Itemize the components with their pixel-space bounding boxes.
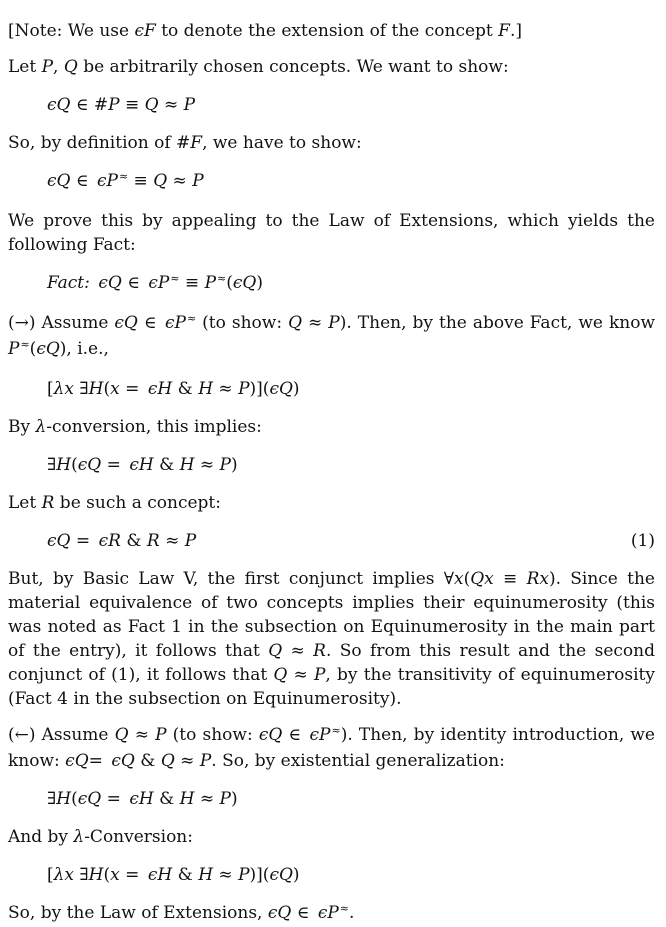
math-variable: ϵH bbox=[147, 865, 173, 885]
text-run: ) bbox=[292, 865, 300, 885]
math-variable: ϵQ bbox=[47, 531, 71, 551]
text-run: ≈ bbox=[287, 665, 314, 685]
text-run: ) bbox=[256, 273, 263, 293]
text-run: Let bbox=[8, 493, 42, 513]
text-run: ( bbox=[226, 273, 233, 293]
math-variable: H bbox=[198, 865, 214, 885]
math-variable: ϵP bbox=[148, 273, 170, 293]
text-run: ∈ bbox=[121, 273, 149, 293]
text-run: = bbox=[101, 789, 130, 809]
forward-direction-paragraph bbox=[8, 311, 655, 363]
math-variable: H bbox=[179, 455, 195, 475]
text-run: ≈ bbox=[194, 789, 220, 809]
math-variable: λ bbox=[73, 827, 85, 847]
math-variable: ϵH bbox=[129, 455, 154, 475]
superscript-symbol: ≈ bbox=[339, 902, 350, 915]
text-run: -conversion, this implies: bbox=[46, 417, 262, 437]
text-run: By bbox=[8, 417, 36, 437]
math-variable: P bbox=[8, 339, 20, 359]
math-variable: R bbox=[146, 531, 160, 551]
paragraph-text bbox=[8, 417, 262, 437]
lambda-conversion-paragraph-2 bbox=[8, 825, 655, 849]
lambda-predication-equation bbox=[47, 376, 655, 402]
text-run: ≈ bbox=[282, 641, 314, 661]
text-run: = bbox=[119, 379, 148, 399]
math-variable: ϵP bbox=[96, 171, 118, 191]
text-run: to denote the extension of the concept bbox=[155, 21, 499, 41]
text-run: ≈ bbox=[128, 725, 156, 745]
text-run: ≡ bbox=[493, 569, 527, 589]
text-run: ∈ bbox=[291, 903, 318, 923]
math-variable: x bbox=[454, 569, 464, 589]
math-variable: P bbox=[183, 95, 196, 115]
paragraph-text bbox=[8, 827, 193, 847]
math-variable: ϵP bbox=[317, 903, 339, 923]
math-variable: H bbox=[179, 789, 195, 809]
math-variable: ϵQ bbox=[36, 339, 60, 359]
text-run: & bbox=[153, 789, 180, 809]
unfolded-goal-equation bbox=[47, 168, 655, 196]
paragraph-text bbox=[8, 211, 655, 255]
text-run: . So, by existential generalization: bbox=[211, 751, 505, 771]
text-run: ≈ bbox=[167, 171, 193, 191]
text-run: So, by definition of # bbox=[8, 133, 191, 153]
paragraph-text bbox=[8, 21, 522, 41]
math-variable: ϵF bbox=[134, 21, 156, 41]
formula-text bbox=[47, 452, 238, 478]
text-run: = bbox=[88, 751, 112, 771]
math-variable: ϵH bbox=[129, 789, 154, 809]
math-variable: ϵQ bbox=[269, 379, 293, 399]
math-variable: P bbox=[155, 725, 167, 745]
math-variable: Q bbox=[153, 171, 168, 191]
text-run: [ bbox=[47, 379, 54, 399]
goal-equation bbox=[47, 92, 655, 118]
text-run: ( bbox=[463, 569, 471, 589]
math-variable: Rx bbox=[526, 569, 549, 589]
math-variable: ϵQ bbox=[269, 865, 293, 885]
text-run: And by bbox=[8, 827, 74, 847]
text-run: = bbox=[70, 531, 99, 551]
text-run: ( bbox=[103, 379, 111, 399]
text-run: ( bbox=[71, 455, 78, 475]
paragraph-text bbox=[8, 313, 655, 359]
math-variable: λ bbox=[35, 417, 47, 437]
text-run: ) bbox=[292, 379, 300, 399]
text-run: & bbox=[153, 455, 180, 475]
math-variable: ϵQ bbox=[47, 95, 71, 115]
text-run: ). Then, by identity introduction, we know: bbox=[8, 725, 655, 771]
text-run: (←) Assume bbox=[8, 725, 115, 745]
text-run: ≈ bbox=[213, 865, 239, 885]
math-variable: P bbox=[313, 665, 326, 685]
math-variable: P bbox=[108, 95, 120, 115]
text-run: (to show: bbox=[196, 313, 289, 333]
text-run: . So from this result and the second conjunct of (1), it follows that bbox=[8, 641, 655, 685]
superscript-symbol: ≈ bbox=[170, 272, 180, 285]
math-variable: P bbox=[219, 789, 231, 809]
text-run: ≈ bbox=[159, 531, 185, 551]
formula-text bbox=[47, 270, 263, 298]
math-variable: ϵP bbox=[309, 725, 331, 745]
math-variable: Q bbox=[114, 725, 129, 745]
superscript-symbol: ≈ bbox=[20, 338, 30, 351]
text-run: , bbox=[53, 57, 64, 77]
text-run: be such a concept: bbox=[54, 493, 221, 513]
text-run: ( bbox=[29, 339, 37, 359]
existential-equation-2 bbox=[47, 786, 655, 812]
text-run: )]( bbox=[249, 865, 270, 885]
math-variable: P bbox=[192, 171, 204, 191]
text-run: [ bbox=[47, 865, 54, 885]
text-run: ∃ bbox=[74, 379, 89, 399]
math-variable: ϵP bbox=[164, 313, 186, 333]
math-variable: ϵQ bbox=[47, 171, 71, 191]
text-run: [Note: We use bbox=[8, 21, 135, 41]
lambda-conversion-paragraph bbox=[8, 415, 655, 439]
fact-equation bbox=[47, 270, 655, 298]
superscript-symbol: ≈ bbox=[118, 170, 129, 183]
math-variable: R bbox=[41, 493, 55, 513]
math-variable: ϵQ bbox=[77, 789, 102, 809]
text-run: .] bbox=[509, 21, 522, 41]
math-variable: H bbox=[56, 455, 72, 475]
text-run: ). Then, by the above Fact, we know bbox=[339, 313, 655, 333]
formula-text bbox=[47, 786, 238, 812]
math-variable: ϵQ bbox=[267, 903, 292, 923]
math-variable: R bbox=[313, 641, 326, 661]
text-run: )]( bbox=[249, 379, 270, 399]
math-variable: λx bbox=[53, 379, 75, 399]
math-variable: λx bbox=[53, 865, 75, 885]
text-run: & bbox=[120, 531, 147, 551]
text-run: = bbox=[119, 865, 148, 885]
text-run: ) bbox=[230, 789, 238, 809]
math-variable: P bbox=[219, 455, 231, 475]
math-variable: Q bbox=[160, 751, 175, 771]
text-run: (→) Assume bbox=[8, 313, 115, 333]
text-run: ∈ # bbox=[70, 95, 109, 115]
equation-number: (1) bbox=[630, 531, 655, 551]
math-variable: F bbox=[498, 21, 510, 41]
note-paragraph bbox=[8, 19, 655, 43]
text-run: , we have to show: bbox=[202, 133, 362, 153]
math-variable: F bbox=[190, 133, 203, 153]
math-variable: P bbox=[184, 531, 197, 551]
paragraph-text bbox=[8, 903, 354, 923]
text-run: ∃ bbox=[47, 789, 57, 809]
text-run: , by the transitivity of equinumerosity (Fact 4 in the subsection on Equinumerosity). bbox=[8, 665, 655, 709]
superscript-symbol: ≈ bbox=[217, 272, 227, 285]
text-run: ≡ bbox=[128, 171, 154, 191]
text-run: & bbox=[172, 865, 199, 885]
paragraph-text bbox=[8, 569, 655, 709]
formula-text bbox=[47, 862, 300, 888]
math-variable: H bbox=[88, 379, 104, 399]
text-run: Let bbox=[8, 57, 42, 77]
text-run: ∈ bbox=[70, 171, 97, 191]
text-run: ∃ bbox=[74, 865, 89, 885]
law-of-extensions-paragraph bbox=[8, 209, 655, 257]
math-variable: Qx bbox=[470, 569, 494, 589]
text-run: & bbox=[134, 751, 161, 771]
text-run: ). Since the material equivalence of two concepts implies their equinumerosity (this was noted as Fact 1 in the subsection on Equinumerosity in the main part of the entry), it follows that bbox=[8, 569, 655, 661]
text-run: ), i.e., bbox=[59, 339, 109, 359]
math-variable: Q bbox=[273, 665, 288, 685]
text-run: ≈ bbox=[194, 455, 220, 475]
paragraph-text bbox=[8, 493, 221, 513]
formula-text bbox=[47, 528, 196, 554]
text-run: ∈ bbox=[137, 313, 165, 333]
witness-paragraph bbox=[8, 491, 655, 515]
conclusion-paragraph bbox=[8, 901, 655, 927]
math-variable: ϵQ bbox=[232, 273, 257, 293]
text-run: -Conversion: bbox=[84, 827, 193, 847]
formula-text bbox=[47, 92, 195, 118]
math-variable: P bbox=[199, 751, 212, 771]
math-variable: H bbox=[198, 379, 214, 399]
math-variable: ϵH bbox=[147, 379, 173, 399]
lambda-predication-equation-2 bbox=[47, 862, 655, 888]
math-variable: ϵQ bbox=[114, 313, 138, 333]
numbered-equation bbox=[47, 528, 655, 554]
text-run: So, by the Law of Extensions, bbox=[8, 903, 268, 923]
backward-direction-paragraph bbox=[8, 723, 655, 773]
text-run: ∃ bbox=[47, 455, 57, 475]
math-variable: Q bbox=[63, 57, 78, 77]
math-variable: Fact: bbox=[47, 273, 90, 293]
math-variable: Q bbox=[268, 641, 283, 661]
math-variable: ϵQ bbox=[98, 273, 122, 293]
paragraph-text bbox=[8, 57, 509, 77]
formula-text bbox=[47, 168, 204, 196]
text-run: = bbox=[101, 455, 130, 475]
math-variable: ϵQ bbox=[111, 751, 135, 771]
math-variable: Q bbox=[144, 95, 159, 115]
formula-text bbox=[47, 376, 300, 402]
text-run: ( bbox=[71, 789, 78, 809]
text-run: ( bbox=[103, 865, 111, 885]
math-variable: ϵQ bbox=[77, 455, 102, 475]
paragraph-text bbox=[8, 725, 655, 771]
math-variable: P bbox=[238, 379, 250, 399]
definition-paragraph bbox=[8, 131, 655, 155]
math-variable: ϵR bbox=[98, 531, 121, 551]
math-variable: P bbox=[204, 273, 217, 293]
math-variable: Q bbox=[288, 313, 303, 333]
text-run: ≈ bbox=[158, 95, 184, 115]
text-run: (to show: bbox=[166, 725, 259, 745]
math-variable: P bbox=[41, 57, 54, 77]
text-run: ≈ bbox=[213, 379, 239, 399]
text-run: & bbox=[172, 379, 199, 399]
math-variable: P bbox=[238, 865, 250, 885]
text-run: ≈ bbox=[302, 313, 329, 333]
math-variable: x bbox=[110, 865, 120, 885]
text-run: be arbitrarily chosen concepts. We want to show: bbox=[77, 57, 509, 77]
text-run: ≡ bbox=[179, 273, 205, 293]
intro-paragraph bbox=[8, 55, 655, 79]
text-run: ) bbox=[230, 455, 238, 475]
superscript-symbol: ≈ bbox=[186, 312, 197, 325]
math-variable: x bbox=[110, 379, 120, 399]
text-run: ∈ bbox=[282, 725, 310, 745]
paragraph-text bbox=[8, 133, 362, 153]
math-variable: ϵQ bbox=[258, 725, 283, 745]
existential-equation bbox=[47, 452, 655, 478]
math-variable: P bbox=[328, 313, 340, 333]
math-variable: ϵQ bbox=[65, 751, 89, 771]
text-run: ≈ bbox=[174, 751, 200, 771]
text-run: We prove this by appealing to the Law of Extensions, which yields the following Fact: bbox=[8, 211, 655, 255]
text-run: . bbox=[349, 903, 355, 923]
superscript-symbol: ≈ bbox=[331, 724, 341, 737]
text-run: But, by Basic Law V, the first conjunct implies ∀ bbox=[8, 569, 455, 589]
text-run: ≡ bbox=[119, 95, 145, 115]
math-variable: H bbox=[56, 789, 72, 809]
math-variable: H bbox=[88, 865, 104, 885]
basic-law-v-paragraph bbox=[8, 567, 655, 711]
